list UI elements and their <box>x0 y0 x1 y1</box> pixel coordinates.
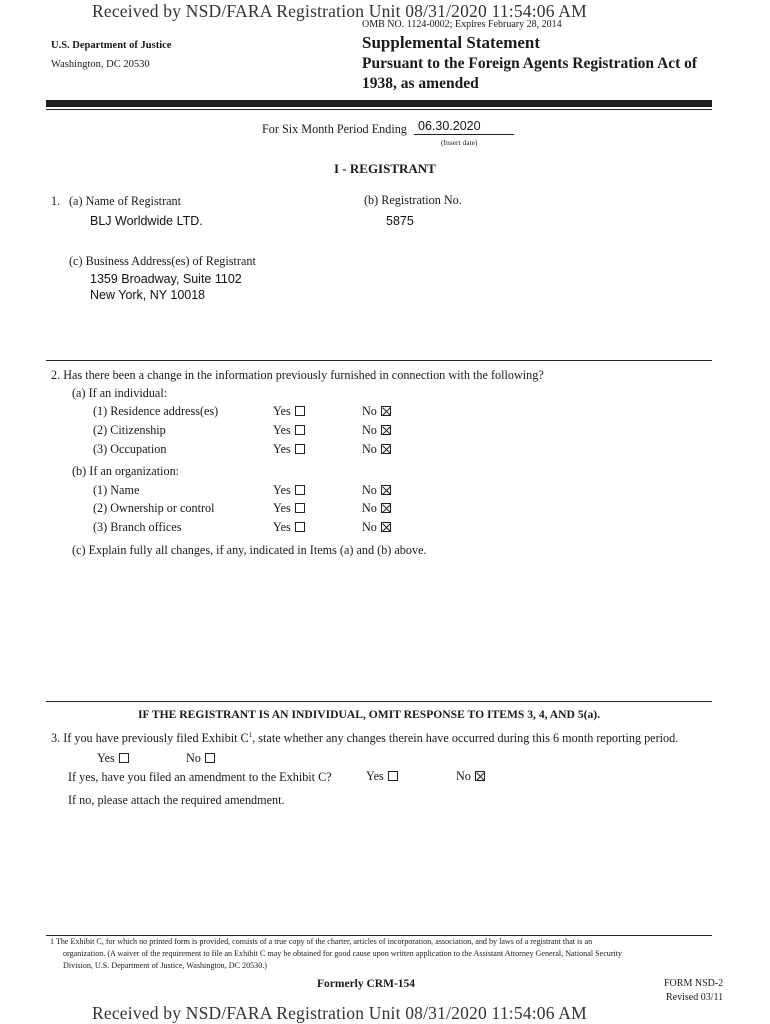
question-2-text: 2. Has there been a change in the information previously furnished in connection with the following? <box>51 368 544 382</box>
omb-number: OMB NO. 1124-0002; Expires February 28, 2014 <box>362 19 562 30</box>
q2b-item-label: (2) Ownership or control <box>93 501 215 515</box>
q2b2-yes[interactable] <box>273 501 305 516</box>
period-label: For Six Month Period Ending <box>262 122 407 136</box>
business-address-label: (c) Business Address(es) of Registrant <box>69 254 256 268</box>
checked-checkbox-icon[interactable] <box>381 425 391 435</box>
q2b1-no[interactable] <box>362 483 391 498</box>
checkbox-icon[interactable] <box>295 406 305 416</box>
no-label: No <box>362 442 377 456</box>
checkbox-icon[interactable] <box>119 753 129 763</box>
registration-number-value[interactable]: 5875 <box>386 214 414 228</box>
q2a-item-label: (1) Residence address(es) <box>93 404 219 418</box>
individual-omit-notice: IF THE REGISTRANT IS AN INDIVIDUAL, OMIT RESPONSE TO ITEMS 3, 4, AND 5(a). <box>138 708 601 721</box>
registrant-name-label: (a) Name of Registrant <box>69 194 182 208</box>
section-registrant-heading: I - REGISTRANT <box>334 161 436 176</box>
checked-checkbox-icon[interactable] <box>381 406 391 416</box>
question-2b-label: (b) If an organization: <box>72 464 180 478</box>
yes-label: Yes <box>273 520 291 534</box>
period-underline <box>414 134 514 135</box>
amendment-no[interactable] <box>456 769 485 784</box>
registration-number-label: (b) Registration No. <box>364 193 462 207</box>
yes-label: Yes <box>366 769 384 783</box>
q2a1-yes[interactable] <box>273 404 305 419</box>
amendment-question: If yes, have you filed an amendment to the Exhibit C? <box>68 770 332 784</box>
q2b3-no[interactable] <box>362 520 391 535</box>
q2b-item-label: (1) Name <box>93 483 140 497</box>
q2a3-yes[interactable] <box>273 442 305 457</box>
attach-amendment-text: If no, please attach the required amendment. <box>68 793 285 807</box>
registrant-name-value[interactable]: BLJ Worldwide LTD. <box>90 214 203 228</box>
yes-label: Yes <box>273 501 291 515</box>
question-3-text <box>51 731 678 746</box>
checked-checkbox-icon[interactable] <box>475 771 485 781</box>
no-label: No <box>186 751 201 765</box>
received-stamp-top: Received by NSD/FARA Registration Unit 08/31/2020 11:54:06 AM <box>92 1 587 21</box>
form-subtitle-line1: Pursuant to the Foreign Agents Registration Act of <box>362 55 698 72</box>
no-label: No <box>362 483 377 497</box>
section-divider-2 <box>46 360 712 361</box>
no-label: No <box>362 520 377 534</box>
q2a-item-label: (3) Occupation <box>93 442 167 456</box>
yes-label: Yes <box>273 483 291 497</box>
q2a2-no[interactable] <box>362 423 391 438</box>
department-city: Washington, DC 20530 <box>51 59 150 70</box>
q2a3-no[interactable] <box>362 442 391 457</box>
business-address-line1[interactable]: 1359 Broadway, Suite 1102 <box>90 272 242 286</box>
checked-checkbox-icon[interactable] <box>381 522 391 532</box>
question-2a-label: (a) If an individual: <box>72 386 168 400</box>
item-1-number: 1. <box>51 194 61 208</box>
checked-checkbox-icon[interactable] <box>381 503 391 513</box>
header-thick-rule <box>46 100 712 107</box>
footnote-line3: Division, U.S. Department of Justice, Washington, DC 20530.) <box>63 961 267 970</box>
yes-label: Yes <box>273 442 291 456</box>
q2b-item-label: (3) Branch offices <box>93 520 182 534</box>
form-subtitle-line2: 1938, as amended <box>362 75 479 92</box>
yes-label: Yes <box>273 404 291 418</box>
checkbox-icon[interactable] <box>295 444 305 454</box>
question-3-text-start: 3. If you have previously filed Exhibit C <box>51 731 249 746</box>
question-2c-text: (c) Explain fully all changes, if any, indicated in Items (a) and (b) above. <box>72 543 427 557</box>
yes-label: Yes <box>273 423 291 437</box>
footnote-marker: 1 <box>248 731 253 739</box>
header-thin-rule <box>46 109 712 110</box>
yes-label: Yes <box>97 751 115 765</box>
no-label: No <box>456 769 471 783</box>
form-title: Supplemental Statement <box>362 33 541 52</box>
no-label: No <box>362 404 377 418</box>
section-divider-3 <box>46 701 712 702</box>
no-label: No <box>362 501 377 515</box>
checked-checkbox-icon[interactable] <box>381 485 391 495</box>
period-value[interactable]: 06.30.2020 <box>418 119 481 133</box>
form-revised-date: Revised 03/11 <box>666 992 724 1003</box>
department-name: U.S. Department of Justice <box>51 40 172 51</box>
q2b2-no[interactable] <box>362 501 391 516</box>
footnote-rule <box>46 935 712 936</box>
q3-no[interactable] <box>186 751 215 766</box>
q2a-item-label: (2) Citizenship <box>93 423 166 437</box>
q2a1-no[interactable] <box>362 404 391 419</box>
checked-checkbox-icon[interactable] <box>381 444 391 454</box>
checkbox-icon[interactable] <box>295 503 305 513</box>
formerly-form-number: Formerly CRM-154 <box>317 978 416 990</box>
footnote-line2: organization. (A waiver of the requirement to file an Exhibit C may be obtained for good cause upon written application to the Assistant Attorney General, National Security <box>63 949 623 958</box>
checkbox-icon[interactable] <box>295 522 305 532</box>
checkbox-icon[interactable] <box>295 485 305 495</box>
q2b1-yes[interactable] <box>273 483 305 498</box>
q2a2-yes[interactable] <box>273 423 305 438</box>
q3-yes[interactable] <box>97 751 129 766</box>
business-address-line2[interactable]: New York, NY 10018 <box>90 288 206 302</box>
checkbox-icon[interactable] <box>205 753 215 763</box>
checkbox-icon[interactable] <box>295 425 305 435</box>
form-number: FORM NSD-2 <box>664 978 724 989</box>
q2b3-yes[interactable] <box>273 520 305 535</box>
checkbox-icon[interactable] <box>388 771 398 781</box>
period-hint: (Insert date) <box>441 138 478 147</box>
received-stamp-bottom: Received by NSD/FARA Registration Unit 08/31/2020 11:54:06 AM <box>92 1003 587 1023</box>
question-3-text-end: , state whether any changes therein have occurred during this 6 month reporting period. <box>252 731 679 746</box>
no-label: No <box>362 423 377 437</box>
amendment-yes[interactable] <box>366 769 398 784</box>
footnote-line1: 1 The Exhibit C, for which no printed form is provided, consists of a true copy of the charter, articles of incorporation, association, and by laws of a registrant that is an <box>50 937 593 946</box>
